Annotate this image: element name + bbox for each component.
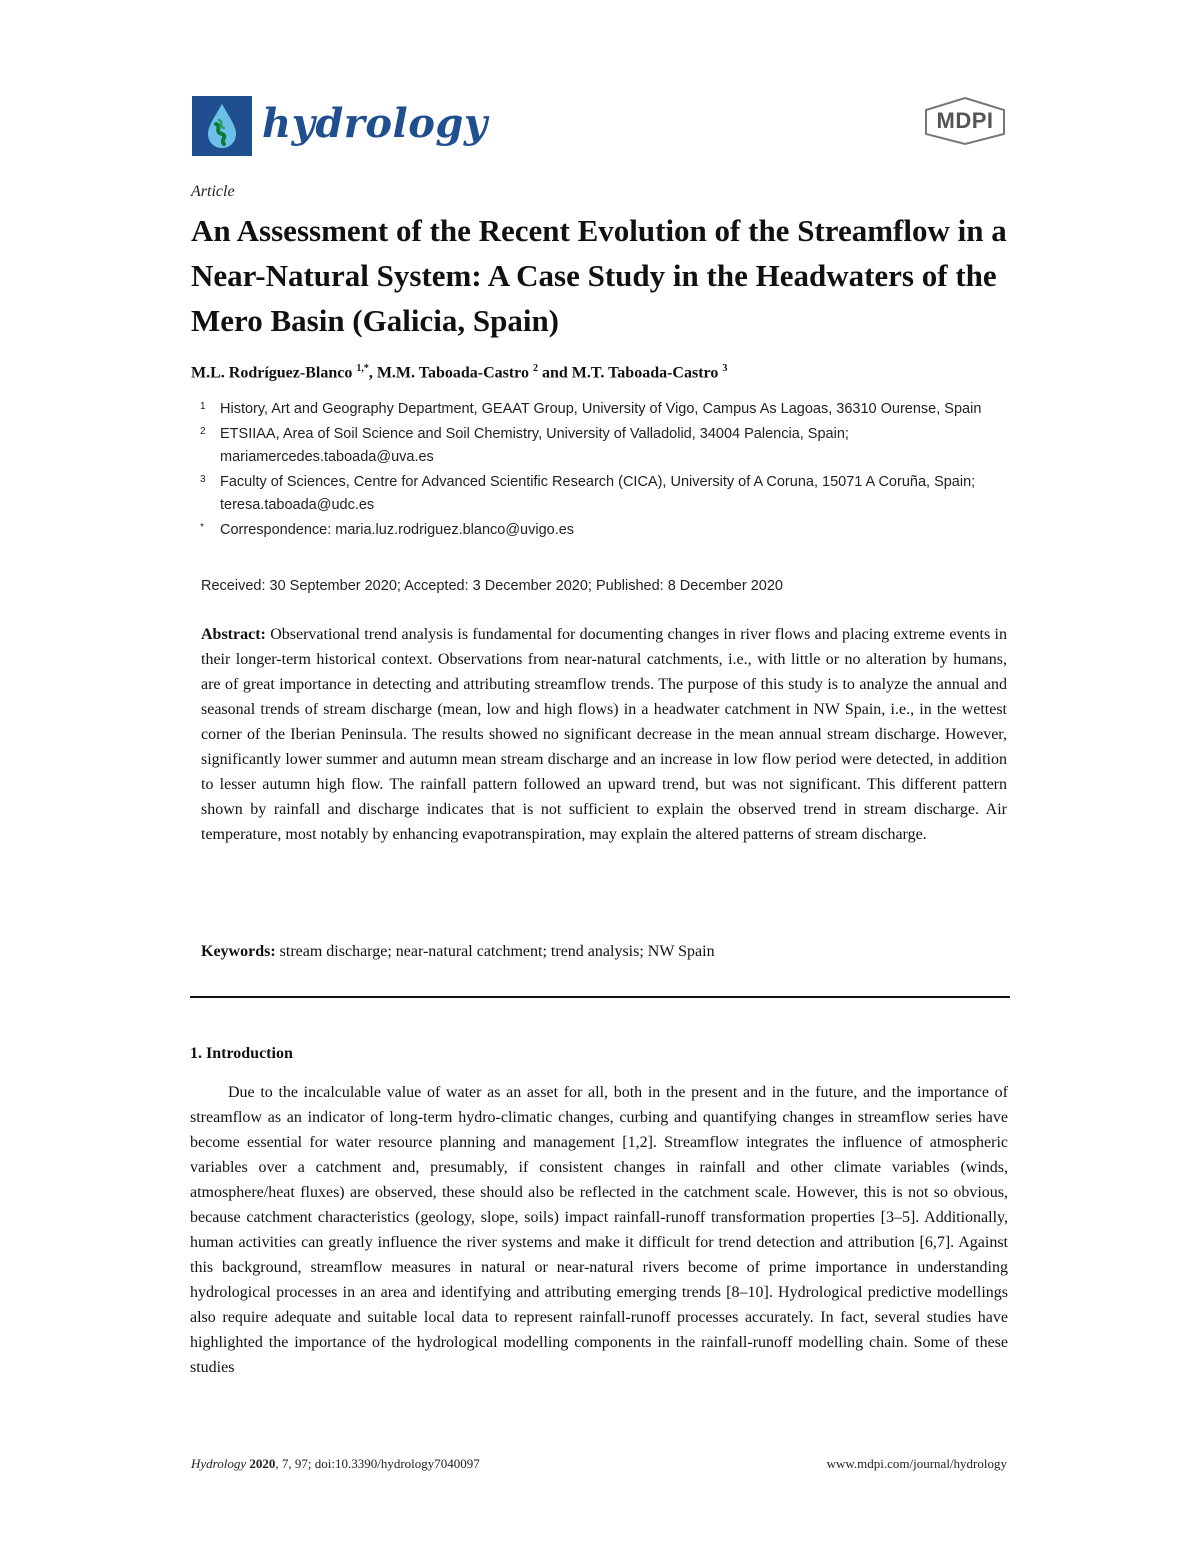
- affiliation-mark: 2: [200, 425, 206, 437]
- article-type: Article: [191, 183, 235, 200]
- author-affil-mark: 3: [722, 363, 728, 374]
- affiliation-mark: *: [200, 521, 204, 533]
- journal-name: hydrology: [262, 100, 488, 147]
- affiliation-item: [200, 423, 1000, 470]
- affiliation-text: ETSIIAA, Area of Soil Science and Soil Chemistry, University of Valladolid, 34004 Palencia, Spain; mariamercedes.taboada@uva.es: [220, 425, 849, 465]
- correspondence-item: [200, 519, 1000, 543]
- affiliation-mark: 1: [200, 401, 206, 412]
- abstract-text: Observational trend analysis is fundamental for documenting changes in river flows and placing extreme events in their longer-term historical context. Observations from near-natural catchments, i.e., with little or no alteration by humans, are of great importance in detecting and attributing streamflow trends. The purpose of this study is to analyze the annual and seasonal trends of stream discharge (mean, low and high flows) in a headwater catchment in NW Spain, i.e., in the wettest corner of the Iberian Peninsula. The results showed no significant decrease in the mean annual stream discharge. However, significantly lower summer and autumn mean stream discharge and an increase in low flow period were detected, in addition to lesser autumn high flow. The rainfall pattern followed an upward trend, but was not significant. This different pattern shown by rainfall and discharge indicates that is not sufficient to explain the observed trend in stream discharge. Air temperature, most notably by enhancing evapotranspiration, may explain the altered patterns of stream discharge.: [201, 626, 1007, 843]
- author-name: M.M. Taboada-Castro: [376, 364, 529, 382]
- keywords-text: stream discharge; near-natural catchment; trend analysis; NW Spain: [275, 943, 715, 960]
- author-name: M.L. Rodríguez-Blanco: [191, 364, 353, 382]
- author-affil-mark: 1,*: [356, 363, 369, 374]
- author-separator: ,: [368, 364, 377, 382]
- affiliation-item: [200, 471, 1000, 518]
- footer-journal: Hydrology: [191, 1456, 247, 1471]
- publication-dates: Received: 30 September 2020; Accepted: 3 December 2020; Published: 8 December 2020: [201, 578, 783, 594]
- footer-journal-url[interactable]: www.mdpi.com/journal/hydrology: [826, 1456, 1007, 1471]
- keywords: [201, 943, 1007, 961]
- abstract-label: Abstract:: [201, 626, 266, 643]
- affiliation-mark: 3: [200, 473, 206, 485]
- footer-year: 2020: [249, 1456, 276, 1471]
- publisher-name: MDPI: [936, 108, 994, 133]
- author-name: M.T. Taboada-Castro: [571, 364, 719, 382]
- footer-citation: [191, 1456, 480, 1472]
- article-title: An Assessment of the Recent Evolution of the Streamflow in a Near-Natural System: A Case Study in the Headwaters of the Mero Basin (Galicia, Spain): [191, 213, 1007, 338]
- author-affil-mark: 2: [533, 363, 538, 374]
- affiliation-text: History, Art and Geography Department, GEAAT Group, University of Vigo, Campus As Lagoas, 36310 Ourense, Spain: [220, 401, 982, 417]
- author-separator: and: [538, 364, 572, 382]
- journal-logo: [192, 96, 252, 156]
- author-list: [191, 363, 727, 382]
- affiliations: [200, 398, 1000, 543]
- section-heading: 1. Introduction: [190, 1045, 293, 1062]
- affiliation-text: Faculty of Sciences, Centre for Advanced Scientific Research (CICA), University of A Coruna, 15071 A Coruña, Spain; teresa.taboada@udc.es: [220, 473, 976, 513]
- keywords-label: Keywords:: [201, 943, 276, 960]
- abstract: [201, 622, 1007, 847]
- affiliation-item: [200, 398, 1000, 422]
- section-body: Due to the incalculable value of water as an asset for all, both in the present and in the future, and the importance of streamflow as an indicator of long-term hydro-climatic changes, curbing and quantifying changes in streamflow series have become essential for water resource planning and management [1,2]. Streamflow integrates the influence of atmospheric variables over a catchment and, presumably, if consistent changes in rainfall and other climate variables (winds, atmosphere/heat fluxes) are observed, these should also be reflected in the catchment scale. However, this is not so obvious, because catchment characteristics (geology, slope, soils) impact rainfall-runoff transformation properties [3–5]. Additionally, human activities can greatly influence the river systems and make it difficult for trend detection and attribution [6,7]. Against this background, streamflow measures in natural or near-natural rivers become of prime importance in understanding hydrological processes in an area and identifying and attributing emerging trends [8–10]. Hydrological predictive modellings also require adequate and suitable local data to represent rainfall-runoff processes accurately. In fact, several studies have highlighted the importance of the hydrological modelling components in the rainfall-runoff modelling chain. Some of these studies: [190, 1084, 1008, 1376]
- publisher-logo: [922, 96, 1008, 146]
- correspondence-text: Correspondence: maria.luz.rodriguez.blanco@uvigo.es: [220, 521, 575, 538]
- section-divider: [190, 996, 1010, 998]
- footer-citation-rest: , 7, 97; doi:10.3390/hydrology7040097: [275, 1456, 480, 1471]
- water-drop-icon: [192, 96, 252, 156]
